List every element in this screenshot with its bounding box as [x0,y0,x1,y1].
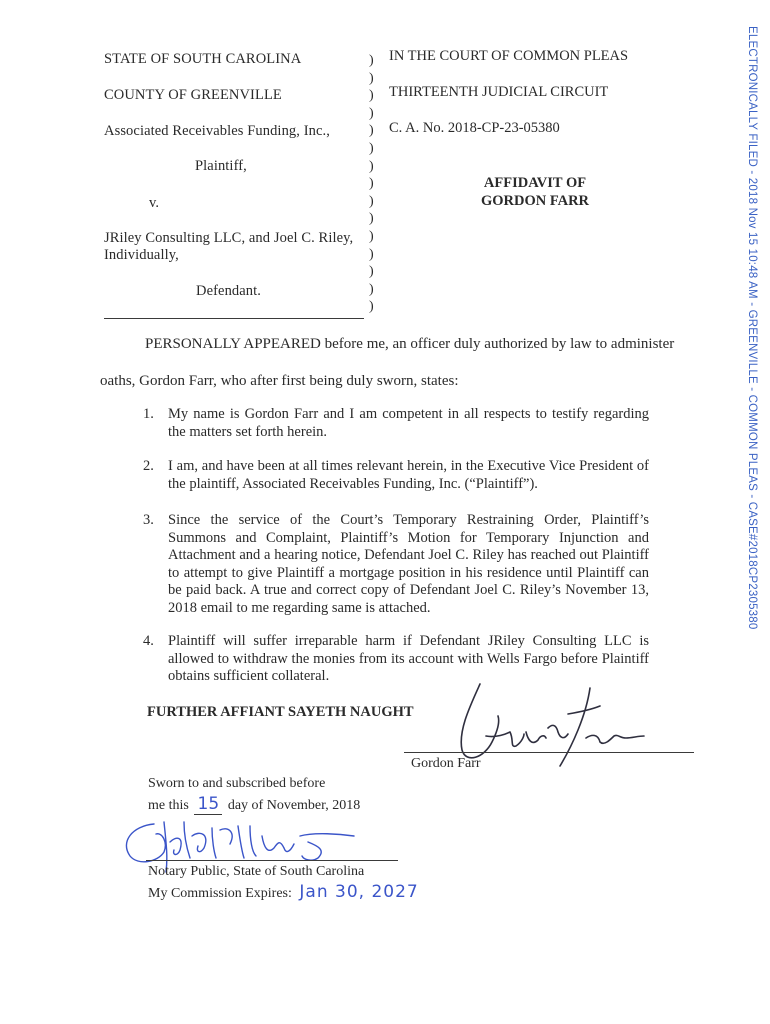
paragraph-number: 3. [143,512,154,528]
paren: ) [369,158,374,174]
paragraph-number: 2. [143,458,154,474]
sworn-prefix: me this [148,798,189,813]
defendant-name-line2: Individually, [104,247,179,263]
sworn-day-handwritten: 15 [194,794,222,815]
paren: ) [369,193,374,209]
county-label: COUNTY OF GREENVILLE [104,87,282,103]
notary-title: Notary Public, State of South Carolina [148,864,365,879]
affidavit-title-line2: GORDON FARR [480,193,590,209]
circuit-label: THIRTEENTH JUDICIAL CIRCUIT [389,84,609,100]
paren: ) [369,264,374,280]
paragraph-number: 1. [143,406,154,422]
paren: ) [369,53,374,68]
court-label: IN THE COURT OF COMMON PLEAS [389,48,629,64]
versus-label: v. [149,195,160,211]
commission-expires-label: My Commission Expires: [148,886,292,901]
notary-signature-line [146,860,398,861]
case-number: C. A. No. 2018-CP-23-05380 [389,120,560,136]
paragraph-text: Plaintiff will suffer irreparable harm if Defendant JRiley Consulting LLC is allowed to withdraw the monies from its account with Wells Fargo before Plaintiff obtains sufficient collateral. [168,633,649,685]
electronic-filing-stamp: ELECTRONICALLY FILED - 2018 Nov 15 10:48 AM - GREENVILLE - COMMON PLEAS - CASE#2018CP2305380 [746,26,758,630]
caption-divider [104,318,364,319]
caption-paren-column [369,52,379,316]
paren: ) [369,88,374,104]
paren: ) [369,70,374,86]
affidavit-title-line1: AFFIDAVIT OF [483,175,587,191]
paragraph-1 [143,406,649,441]
defendant-role: Defendant. [196,283,262,299]
paragraph-text: I am, and have been at all times relevant herein, in the Executive Vice President of the plaintiff, Associated Receivables Funding, Inc. (“Plaintiff”). [168,458,649,492]
paren: ) [369,299,374,315]
plaintiff-name: Associated Receivables Funding, Inc., [104,123,330,139]
plaintiff-role: Plaintiff, [195,158,247,174]
defendant-name-line1: JRiley Consulting LLC, and Joel C. Riley, [104,230,354,246]
paragraph-number: 4. [143,633,154,649]
commission-expires-row [148,882,419,902]
paren: ) [369,140,374,156]
paren: ) [369,105,374,121]
paragraph-text: My name is Gordon Farr and I am competent in all respects to testify regarding the matters set forth herein. [168,406,649,440]
affiant-name: Gordon Farr [411,756,481,771]
paragraph-2 [143,458,649,493]
commission-expires-date-handwritten: Jan 30, 2027 [299,882,419,902]
paren: ) [369,246,374,262]
sworn-suffix: day of November, 2018 [227,798,361,813]
further-affiant-statement: FURTHER AFFIANT SAYETH NAUGHT [147,704,414,720]
intro-line1: PERSONALLY APPEARED before me, an officer duly authorized by law to administer [145,336,675,352]
paren: ) [369,281,374,297]
intro-line2: oaths, Gordon Farr, who after first being duly sworn, states: [100,373,459,389]
paragraph-3 [143,512,649,618]
state-label: STATE OF SOUTH CAROLINA [104,51,302,67]
paren: ) [369,176,374,192]
paren: ) [369,211,374,227]
paragraph-text: Since the service of the Court’s Temporary Restraining Order, Plaintiff’s Summons and Complaint, Plaintiff’s Motion for Temporary Injunction and Attachment and a hearing notice, Defendant Joel C. Riley has reached out Plaintiff to attempt to give Plaintiff a mortgage position in his residence until Plaintiff can be paid back. A true and correct copy of Defendant Joel C. Riley’s November 13, 2018 email to me regarding same is attached. [168,512,649,616]
sworn-line1: Sworn to and subscribed before [148,776,326,791]
paren: ) [369,123,374,139]
affiant-signature-line [404,752,694,753]
paren: ) [369,228,374,244]
